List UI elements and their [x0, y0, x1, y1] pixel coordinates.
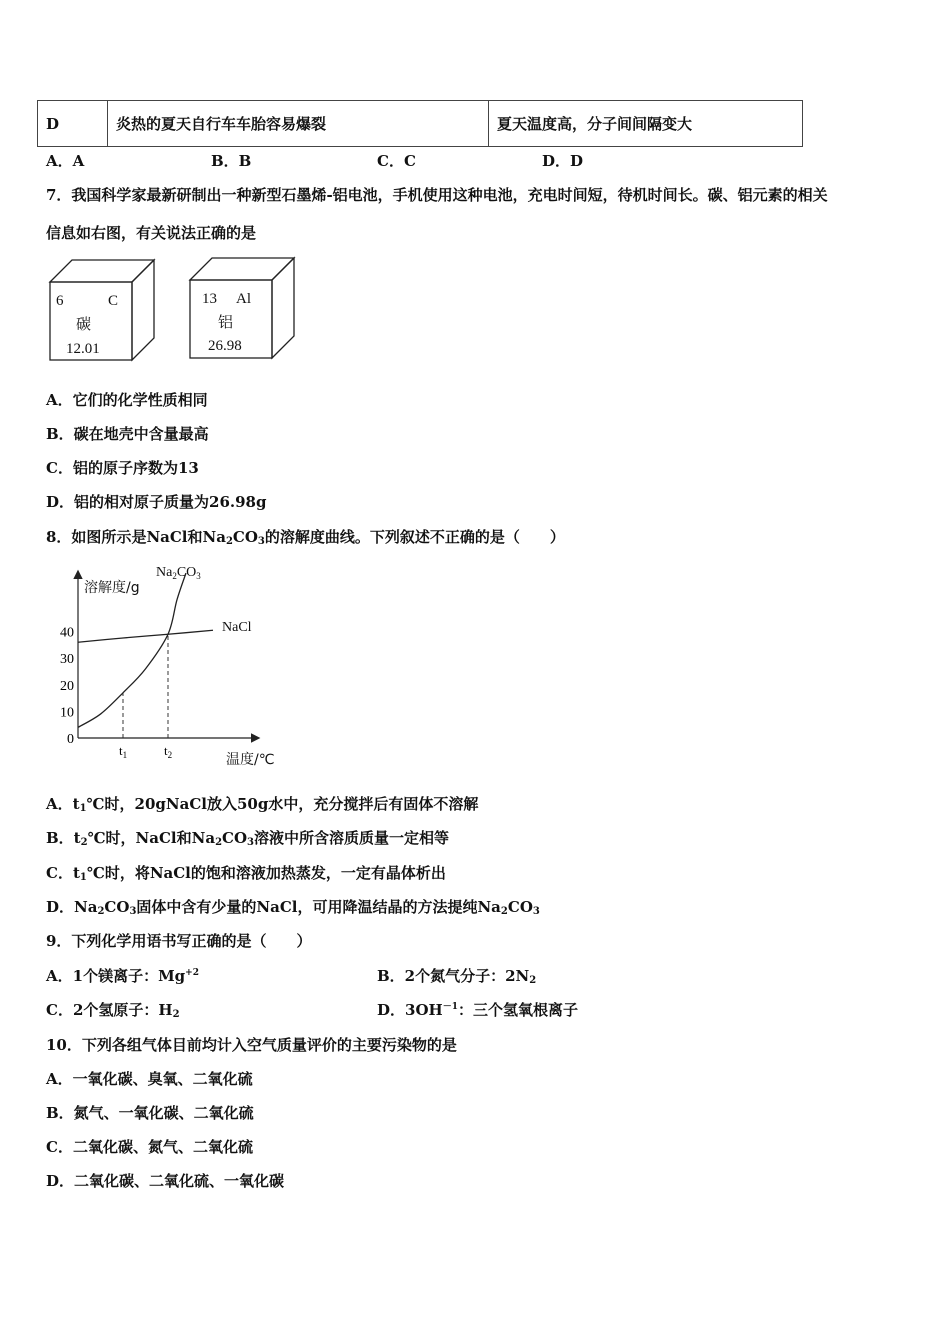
option-text: A．1个镁离子：Mg [46, 967, 186, 985]
q7-option-d[interactable]: D．铝的相对原子质量为26.98g [46, 493, 267, 511]
q10-stem: 10．下列各组气体目前均计入空气质量评价的主要污染物的是 [46, 1036, 457, 1054]
q8-option-c[interactable] [46, 864, 446, 882]
superscript: +2 [185, 968, 199, 978]
carbon-element-card [50, 260, 154, 360]
subscript: 2 [172, 1009, 180, 1020]
q8-stem-part: 的溶解度曲线。下列叙述不正确的是（ ） [264, 528, 565, 546]
superscript: －1 [442, 1002, 458, 1012]
q10-option-c[interactable]: C．二氧化碳、氮气、二氧化硫 [46, 1138, 253, 1156]
q7-stem-line1: 7．我国科学家最新研制出一种新型石墨烯-铝电池，手机使用这种电池，充电时间短，待机时间长。碳、铝元素的相关 [46, 186, 828, 204]
option-text: B．2个氮气分子：2N [377, 967, 530, 985]
subscript: 2 [97, 906, 105, 917]
option-text: ℃时，将NaCl的饱和溶液加热蒸发，一定有晶体析出 [86, 864, 446, 882]
solubility-chart [46, 560, 296, 770]
aluminium-atomic-number: 13 [202, 291, 217, 307]
option-text: ：三个氢氧根离子 [457, 1001, 578, 1019]
y-tick-label: 40 [60, 625, 74, 641]
element-cards-figure [46, 256, 306, 364]
y-tick-label: 0 [67, 732, 74, 747]
subscript: 2 [80, 837, 88, 848]
q7-option-a[interactable]: A．它们的化学性质相同 [46, 391, 208, 409]
x-tick-label: $t_1$ [119, 743, 128, 760]
q6-option-a[interactable]: A．A [46, 152, 85, 170]
aluminium-symbol: Al [236, 291, 251, 307]
q8-option-b[interactable] [46, 829, 449, 847]
y-tick-label: 10 [60, 705, 74, 721]
q7-stem-line2: 信息如右图，有关说法正确的是 [46, 224, 257, 242]
carbon-atomic-mass: 12.01 [66, 341, 100, 357]
q6-table [37, 100, 803, 147]
subscript: 3 [257, 536, 265, 547]
subscript: 1 [79, 803, 87, 814]
q6-cell-explanation: 夏天温度高，分子间间隔变大 [489, 101, 803, 147]
carbon-atomic-number: 6 [56, 293, 64, 309]
carbon-name: 碳 [76, 317, 92, 333]
q10-option-d[interactable]: D．二氧化碳、二氧化硫、一氧化碳 [46, 1172, 285, 1190]
option-text: CO [507, 898, 533, 916]
q8-option-a[interactable] [46, 795, 478, 813]
label-part: 3 [196, 571, 201, 581]
y-axis-label: 溶解度/g [84, 580, 140, 596]
label-part: Na [156, 565, 173, 580]
carbon-symbol: C [108, 293, 119, 309]
subscript: 2 [225, 536, 233, 547]
option-text: 固体中含有少量的NaCl，可用降温结晶的方法提纯Na [136, 898, 501, 916]
option-text: B．t [46, 829, 81, 847]
q10-option-a[interactable]: A．一氧化碳、臭氧、二氧化硫 [46, 1070, 253, 1088]
q7-option-c[interactable]: C．铝的原子序数为13 [46, 459, 199, 477]
label-part: 2 [172, 571, 177, 581]
y-tick-label: 30 [60, 652, 74, 668]
option-text: CO [104, 898, 130, 916]
q8-stem-part: 8．如图所示是NaCl和Na [46, 528, 226, 546]
q6-cell-phenomenon: 炎热的夏天自行车车胎容易爆裂 [108, 101, 489, 147]
option-text: C．t [46, 864, 80, 882]
option-text: ℃时，20gNaCl放入50g水中，充分搅拌后有固体不溶解 [86, 795, 479, 813]
q6-option-b[interactable]: B．B [211, 152, 252, 170]
y-tick-label: 20 [60, 678, 74, 694]
aluminium-name: 铝 [218, 315, 234, 331]
q9-option-a[interactable] [46, 967, 199, 985]
label-part: CO [176, 565, 197, 580]
na2co3-curve [78, 573, 186, 727]
option-text: D．3OH [377, 1001, 443, 1019]
na2co3-series-label [156, 565, 201, 581]
subscript: 3 [247, 837, 255, 848]
nacl-curve [78, 630, 213, 642]
aluminium-atomic-mass: 26.98 [208, 338, 242, 354]
table-row [38, 101, 803, 147]
x-axis-label: 温度/℃ [226, 752, 275, 768]
option-text: C．2个氢原子：H [46, 1001, 173, 1019]
q10-option-b[interactable]: B．氮气、一氧化碳、二氧化硫 [46, 1104, 254, 1122]
subscript: 2 [500, 906, 508, 917]
q6-option-c[interactable]: C．C [377, 152, 416, 170]
option-text: CO [222, 829, 248, 847]
q8-stem-part: CO [232, 528, 258, 546]
q9-stem: 9．下列化学用语书写正确的是（ ） [46, 932, 312, 950]
q6-cell-option: D [38, 101, 108, 147]
q7-option-b[interactable]: B．碳在地壳中含量最高 [46, 425, 209, 443]
option-text: A．t [46, 795, 80, 813]
subscript: 1 [79, 872, 87, 883]
q9-option-d[interactable] [377, 1001, 578, 1019]
subscript: 3 [129, 906, 137, 917]
q9-option-c[interactable] [46, 1001, 180, 1019]
subscript: 3 [532, 906, 540, 917]
q8-option-d[interactable] [46, 898, 540, 916]
q9-option-b[interactable] [377, 967, 536, 985]
q8-stem [46, 528, 565, 546]
option-text: D．Na [46, 898, 98, 916]
q6-option-d[interactable]: D．D [542, 152, 584, 170]
nacl-series-label: NaCl [222, 620, 252, 635]
option-text: ℃时，NaCl和Na [87, 829, 216, 847]
subscript: 2 [529, 975, 537, 986]
option-text: 溶液中所含溶质质量一定相等 [254, 829, 450, 847]
subscript: 2 [215, 837, 223, 848]
x-tick-label: $t_2$ [164, 743, 173, 760]
aluminium-element-card [190, 258, 294, 358]
